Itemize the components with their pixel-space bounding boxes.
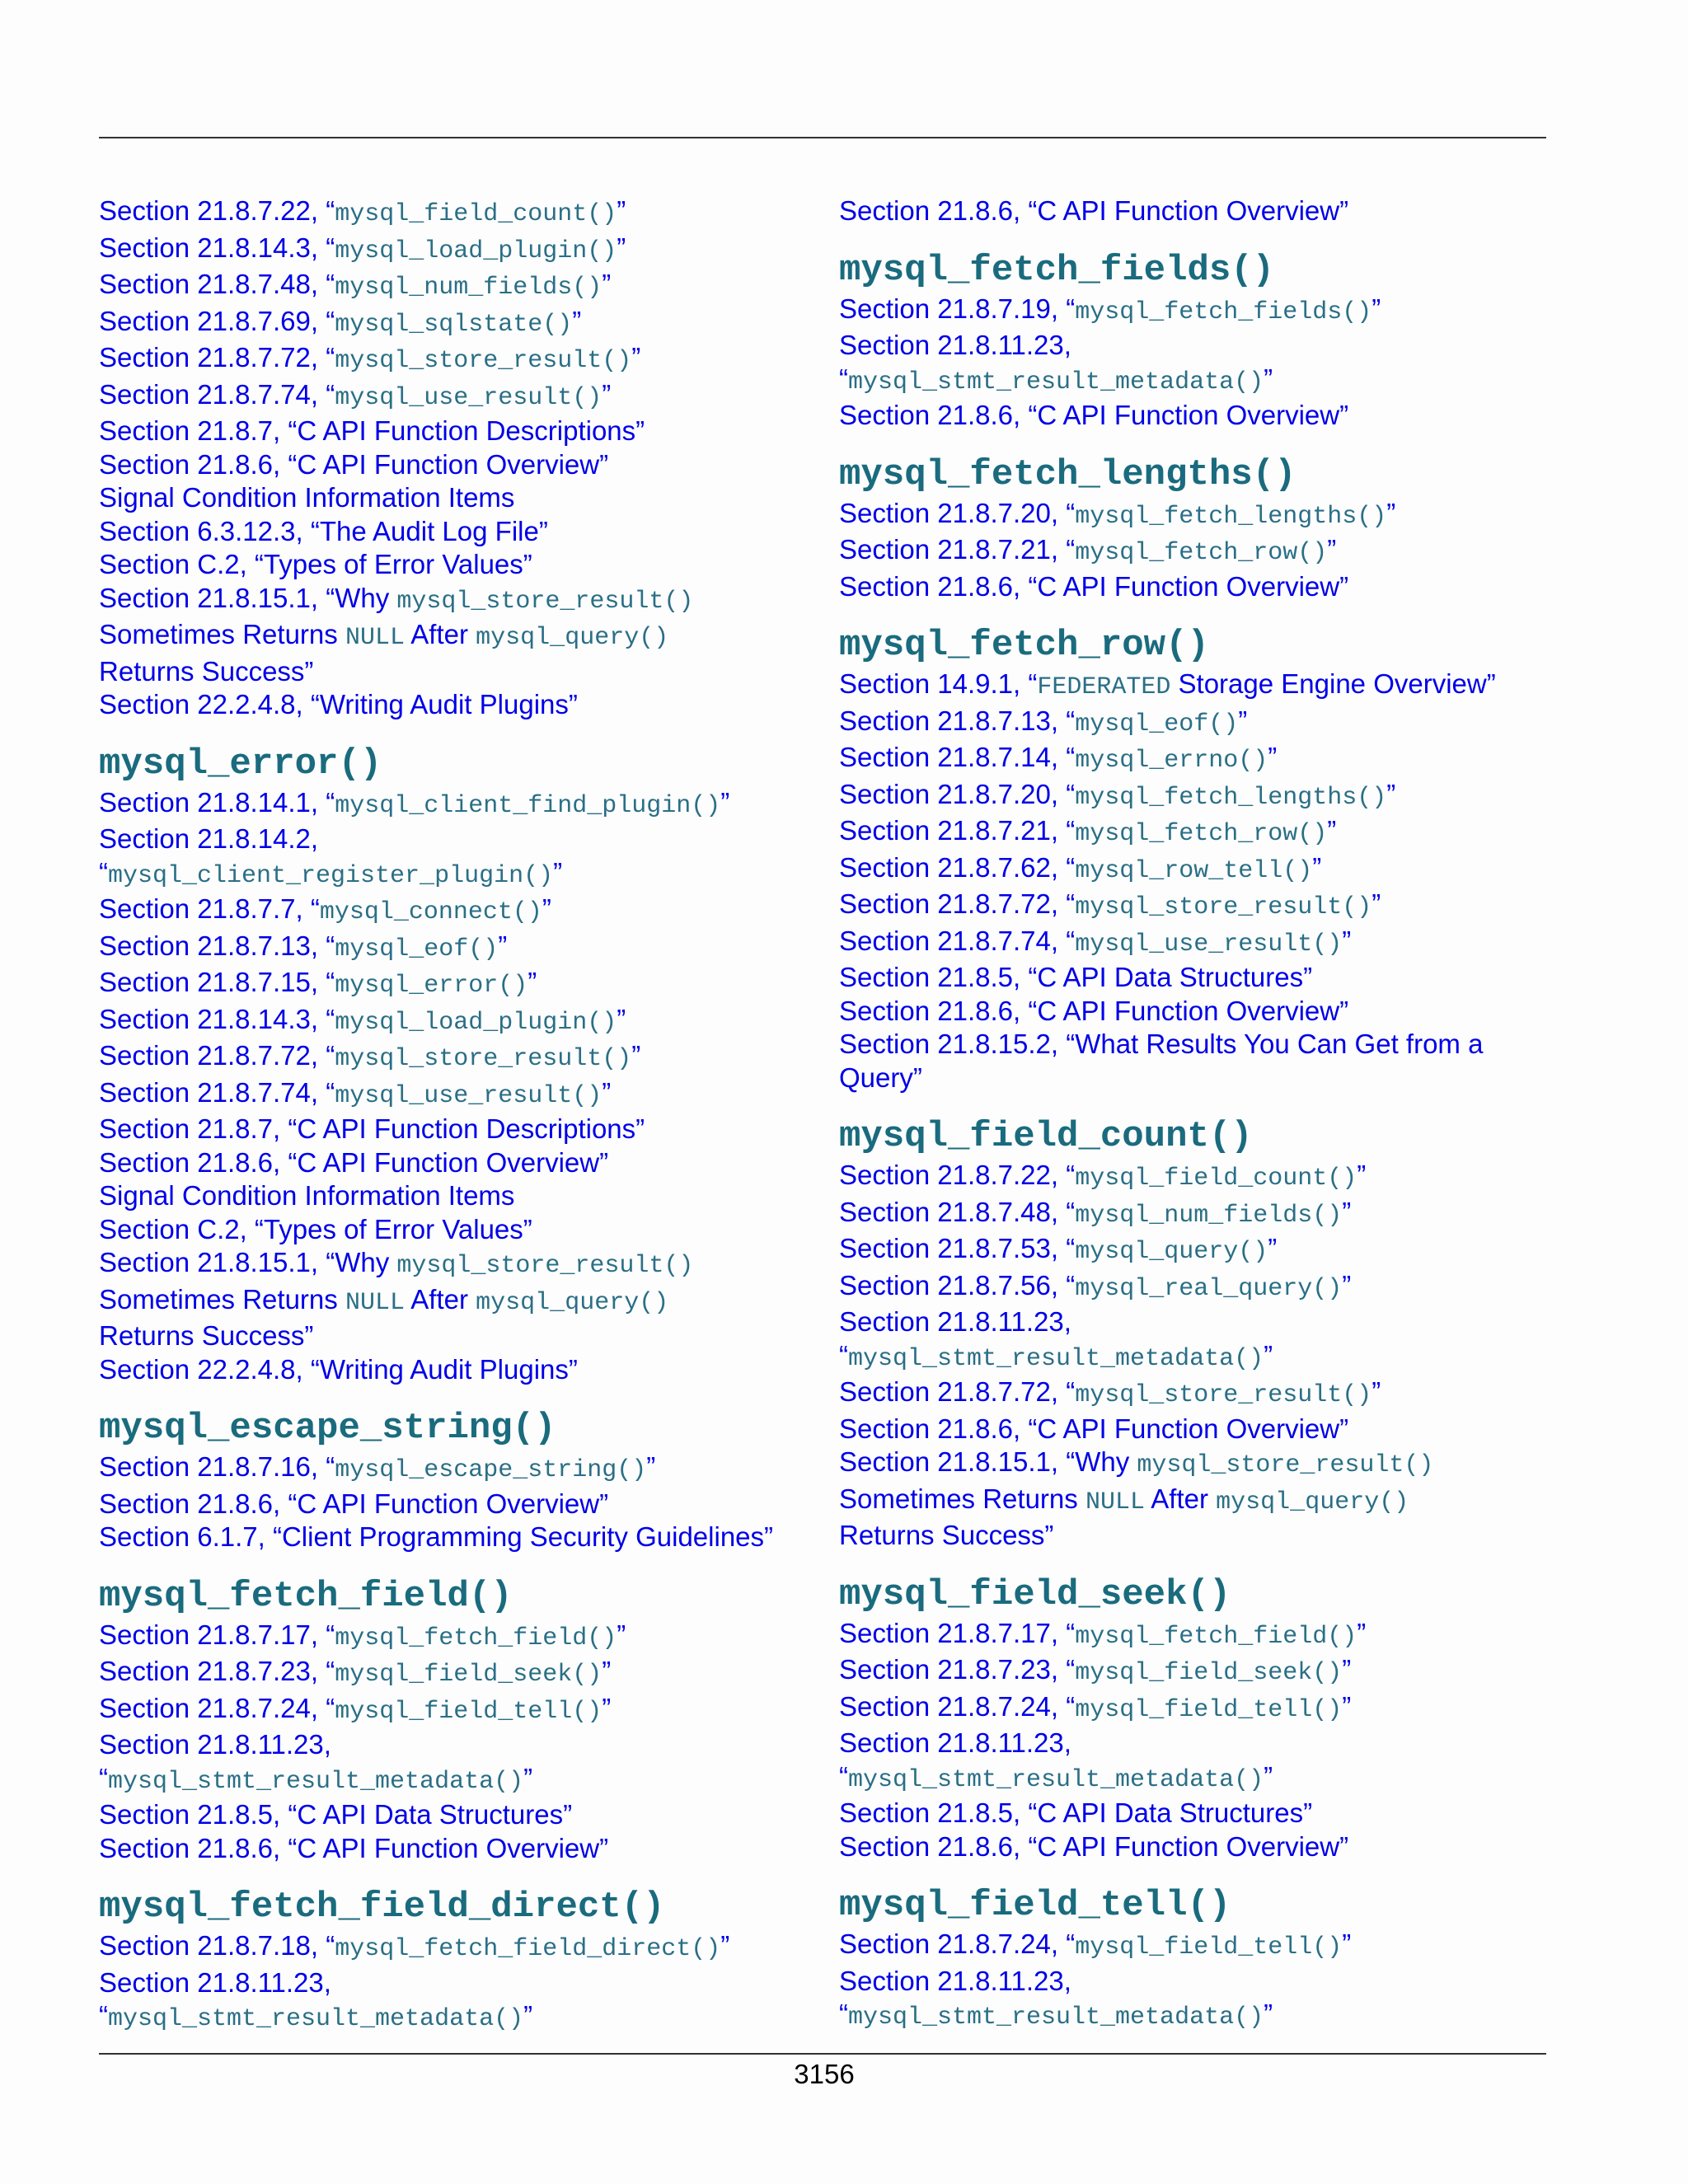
entry-text: After: [404, 619, 476, 649]
index-entry-link[interactable]: [839, 293, 1564, 330]
entry-text: Section 21.8.6, “C API Function Overview”: [99, 1488, 609, 1519]
entry-text: Section 21.8.7.13, “: [839, 705, 1076, 736]
code-term: mysql_client_register_plugin(): [108, 861, 554, 890]
code-term: mysql_row_tell(): [1075, 856, 1313, 885]
index-entry-link[interactable]: [839, 194, 1564, 228]
entry-text: ”: [602, 1656, 612, 1686]
code-term: mysql_eof(): [1075, 710, 1239, 738]
entry-text: ”: [1372, 293, 1381, 324]
code-term: mysql_stmt_result_metadata(): [108, 2005, 524, 2033]
entry-text: ”: [1342, 1269, 1352, 1301]
index-entry-link[interactable]: [839, 329, 1564, 363]
entry-text: ”: [1264, 1760, 1273, 1792]
index-entry-link[interactable]: [99, 1451, 824, 1488]
index-entry-link[interactable]: [839, 570, 1564, 604]
index-entry-link[interactable]: [99, 341, 824, 378]
entry-text: ”: [572, 305, 582, 336]
entry-text: “: [99, 856, 108, 888]
index-entry-link[interactable]: [99, 1283, 824, 1320]
entry-text: Section 21.8.7.14, “: [839, 742, 1076, 772]
index-heading: mysql_fetch_fields(): [839, 249, 1275, 291]
entry-text: Section 21.8.15.1, “Why: [99, 1247, 397, 1277]
index-entry-link[interactable]: [99, 1999, 824, 2036]
code-term: mysql_field_tell(): [1075, 1933, 1343, 1961]
index-entry-link[interactable]: [839, 1965, 1564, 1999]
index-entry-link[interactable]: [839, 1998, 1564, 2035]
index-entry-link[interactable]: [839, 1483, 1564, 1520]
entry-text: Section 21.8.14.2,: [99, 823, 319, 854]
entry-text: Section 21.8.7.72, “: [839, 1376, 1076, 1407]
entry-text: ”: [1342, 1690, 1352, 1722]
entry-text: ”: [1327, 534, 1337, 565]
entry-text: Section 21.8.7.48, “: [99, 269, 335, 299]
code-term: mysql_field_count(): [1075, 1165, 1357, 1193]
index-entry-link[interactable]: [839, 778, 1564, 815]
entry-text: ”: [1238, 705, 1248, 736]
entry-text: Storage Engine Overview”: [1170, 668, 1496, 699]
entry-text: Section 22.2.4.8, “Writing Audit Plugins”: [99, 689, 578, 719]
code-term: mysql_field_count(): [335, 200, 617, 228]
entry-text: Section 21.8.6, “C API Function Overview”: [839, 570, 1349, 602]
index-entry-link[interactable]: [99, 1966, 824, 2000]
code-term: mysql_field_tell(): [1075, 1695, 1343, 1724]
entry-text: “: [839, 1999, 848, 2029]
entry-text: Returns Success”: [99, 655, 314, 687]
entry-text: ”: [617, 1619, 626, 1650]
entry-text: Section 21.8.7.72, “: [99, 342, 335, 373]
entry-text: Section 21.8.6, “C API Function Overview”: [99, 1832, 609, 1863]
entry-text: Section 21.8.7.17, “: [99, 1619, 335, 1650]
index-entry-link[interactable]: [839, 1519, 1564, 1553]
code-term: mysql_load_plugin(): [335, 1008, 617, 1037]
code-term: mysql_error(): [335, 972, 528, 1000]
entry-text: Signal Condition Information Items: [99, 482, 515, 513]
entry-text: Section 21.8.14.3, “: [99, 232, 335, 263]
code-term: mysql_query(): [1075, 1238, 1268, 1266]
index-entry-link[interactable]: [99, 1728, 824, 1762]
entry-text: After: [404, 1283, 476, 1315]
index-entry-link[interactable]: [839, 1339, 1564, 1376]
entry-text: ”: [523, 2000, 533, 2031]
code-term: mysql_field_seek(): [1075, 1659, 1343, 1687]
entry-text: ”: [1357, 1617, 1367, 1648]
entry-text: Section 21.8.7.69, “: [99, 305, 335, 336]
entry-text: Section 21.8.6, “C API Function Overview”: [839, 400, 1349, 430]
index-entry-link[interactable]: [99, 1039, 824, 1076]
code-term: NULL: [1085, 1488, 1145, 1516]
index-entry-link[interactable]: [99, 515, 824, 549]
index-entry-link[interactable]: [839, 1159, 1564, 1196]
index-entry-link[interactable]: [99, 786, 824, 823]
entry-text: ”: [1264, 363, 1273, 394]
footer-rule: [99, 2053, 1546, 2055]
index-entry-link[interactable]: [839, 1727, 1564, 1760]
entry-text: Section 21.8.14.3, “: [99, 1003, 335, 1034]
entry-text: ”: [1264, 1339, 1273, 1371]
entry-text: Section 21.8.7.72, “: [99, 1040, 335, 1071]
code-term: mysql_store_result(): [335, 347, 632, 375]
entry-text: Section 21.8.7.24, “: [839, 1690, 1076, 1722]
entry-text: Section 21.8.5, “C API Data Structures”: [99, 1799, 573, 1830]
entry-text: Section 21.8.7.22, “: [99, 195, 335, 226]
entry-text: Section 21.8.6, “C API Function Overview”: [839, 195, 1349, 226]
code-term: mysql_fetch_lengths(): [1075, 783, 1387, 812]
code-term: mysql_errno(): [1075, 747, 1268, 775]
index-entry-link[interactable]: [99, 618, 824, 655]
entry-text: Section 21.8.11.23,: [839, 1306, 1071, 1337]
index-entry-link[interactable]: [99, 1832, 824, 1866]
index-entry-link[interactable]: [99, 481, 824, 515]
index-entry-link[interactable]: [99, 856, 824, 893]
entry-text: Section 6.1.7, “Client Programming Security Guidelines”: [99, 1521, 774, 1552]
code-term: mysql_num_fields(): [1075, 1201, 1343, 1230]
index-entry-link[interactable]: [839, 1617, 1564, 1654]
code-term: NULL: [345, 1288, 405, 1317]
entry-text: Section 21.8.11.23,: [839, 1727, 1071, 1758]
index-entry-link[interactable]: [99, 268, 824, 305]
index-entry-link[interactable]: [99, 415, 824, 448]
entry-text: Section 21.8.15.1, “Why: [839, 1446, 1137, 1477]
entry-text: Section 21.8.7.24, “: [839, 1929, 1076, 1959]
entry-text: ”: [498, 930, 508, 961]
index-heading: mysql_field_count(): [839, 1116, 1253, 1157]
entry-text: ”: [1264, 1999, 1273, 2029]
entry-text: ”: [1342, 1929, 1352, 1959]
entry-text: Section 21.8.7.20, “: [839, 778, 1076, 809]
code-term: mysql_fetch_lengths(): [1075, 502, 1387, 531]
entry-text: Section 21.8.7.16, “: [99, 1451, 335, 1482]
page-number: 3156: [794, 2059, 855, 2089]
index-entry-link[interactable]: [99, 893, 824, 930]
index-entry-link[interactable]: [99, 194, 824, 232]
entry-text: ”: [1342, 1196, 1352, 1227]
entry-text: Section 21.8.7, “C API Function Descriptions”: [99, 1113, 645, 1144]
entry-text: Returns Success”: [839, 1520, 1054, 1550]
index-entry-link[interactable]: [99, 655, 824, 689]
index-entry-link[interactable]: [99, 582, 824, 619]
entry-text: Section 21.8.7.74, “: [99, 378, 335, 410]
index-entry-link[interactable]: [839, 668, 1564, 705]
code-term: mysql_store_result(): [396, 1252, 694, 1280]
index-entry-link[interactable]: [99, 688, 824, 722]
index-entry-link[interactable]: [839, 1760, 1564, 1797]
index-entry-link[interactable]: [839, 851, 1564, 888]
index-entry-link[interactable]: [99, 1353, 824, 1387]
code-term: mysql_use_result(): [335, 1081, 603, 1110]
entry-text: Section 21.8.7.21, “: [839, 815, 1076, 846]
index-entry-link[interactable]: [99, 1179, 824, 1213]
entry-text: ”: [1372, 888, 1381, 919]
entry-text: Section 21.8.11.23,: [839, 1965, 1071, 1996]
index-entry-link[interactable]: [99, 1619, 824, 1656]
index-heading: mysql_field_seek(): [839, 1573, 1231, 1615]
entry-text: Section 21.8.11.23,: [839, 330, 1071, 360]
entry-text: Section 22.2.4.8, “Writing Audit Plugins”: [99, 1353, 578, 1385]
code-term: mysql_stmt_result_metadata(): [848, 1344, 1264, 1373]
index-entry-link[interactable]: [839, 705, 1564, 742]
entry-text: Section C.2, “Types of Error Values”: [99, 1213, 532, 1244]
index-heading: mysql_escape_string(): [99, 1408, 556, 1449]
entry-text: Section 21.8.6, “C API Function Overview”: [99, 1146, 609, 1178]
index-column-right: [839, 194, 1564, 2035]
index-entry-link[interactable]: [99, 1692, 824, 1729]
entry-text: Section 21.8.15.1, “Why: [99, 582, 397, 613]
entry-text: Section 21.8.7.17, “: [839, 1617, 1076, 1648]
code-term: mysql_use_result(): [1075, 930, 1343, 958]
entry-text: Section 21.8.15.2, “What Results You Can Get from a: [839, 1029, 1484, 1059]
index-entry-link[interactable]: [839, 1305, 1564, 1339]
code-term: mysql_store_result(): [1075, 1381, 1372, 1409]
entry-text: “: [839, 1760, 848, 1792]
code-term: mysql_eof(): [335, 935, 499, 963]
index-entry-link[interactable]: [839, 1062, 1564, 1095]
entry-text: Sometimes Returns: [99, 619, 345, 649]
index-entry-link[interactable]: [99, 378, 824, 415]
index-entry-link[interactable]: [839, 995, 1564, 1029]
entry-text: Section 21.8.7, “C API Function Descriptions”: [99, 415, 645, 446]
code-term: mysql_query(): [476, 1288, 669, 1317]
entry-text: ”: [617, 232, 626, 263]
entry-text: ”: [1268, 1233, 1278, 1263]
code-term: mysql_query(): [476, 624, 669, 652]
index-entry-link[interactable]: [99, 930, 824, 967]
entry-text: ”: [523, 1762, 533, 1793]
entry-text: Section 21.8.7.24, “: [99, 1692, 335, 1723]
entry-text: ”: [617, 195, 626, 226]
entry-text: ”: [553, 856, 563, 888]
index-entry-link[interactable]: [99, 966, 824, 1003]
entry-text: Section 21.8.11.23,: [99, 1966, 331, 1998]
entry-text: Section 21.8.7.72, “: [839, 888, 1076, 919]
index-entry-link[interactable]: [99, 1113, 824, 1146]
entry-text: Signal Condition Information Items: [99, 1180, 515, 1211]
code-term: FEDERATED: [1037, 673, 1171, 701]
entry-text: Section 21.8.5, “C API Data Structures”: [839, 1797, 1313, 1828]
entry-text: Section 21.8.7.22, “: [839, 1160, 1076, 1190]
entry-text: ”: [528, 967, 537, 997]
index-entry-link[interactable]: [839, 1232, 1564, 1269]
entry-text: ”: [1342, 925, 1352, 956]
entry-text: ”: [602, 1076, 612, 1108]
code-term: mysql_connect(): [319, 898, 542, 926]
index-heading: mysql_error(): [99, 743, 382, 785]
index-entry-link[interactable]: [839, 925, 1564, 962]
entry-text: ”: [720, 786, 730, 818]
index-entry-link[interactable]: [99, 823, 824, 856]
code-term: mysql_sqlstate(): [335, 310, 573, 339]
index-entry-link[interactable]: [839, 1830, 1564, 1864]
entry-text: “: [99, 1762, 108, 1793]
entry-text: ”: [602, 269, 612, 299]
code-term: mysql_store_result(): [1137, 1451, 1434, 1479]
index-entry-link[interactable]: [839, 363, 1564, 400]
entry-text: Section 21.8.7.20, “: [839, 497, 1076, 528]
entry-text: Section 21.8.6, “C API Function Overview”: [839, 1413, 1349, 1444]
entry-text: ”: [646, 1451, 656, 1482]
entry-text: Sometimes Returns: [99, 1283, 345, 1315]
entry-text: ”: [542, 893, 551, 924]
index-entry-link[interactable]: [839, 1928, 1564, 1965]
entry-text: “: [99, 2000, 108, 2031]
entry-text: ”: [1372, 1376, 1381, 1407]
code-term: mysql_field_seek(): [335, 1661, 603, 1689]
index-entry-link[interactable]: [839, 1446, 1564, 1483]
index-entry-link[interactable]: [839, 741, 1564, 778]
entry-text: Sometimes Returns: [839, 1483, 1085, 1514]
entry-text: Section 21.8.11.23,: [99, 1729, 331, 1760]
entry-text: Section 21.8.6, “C API Function Overview”: [99, 448, 609, 480]
code-term: mysql_fetch_field(): [1075, 1622, 1357, 1651]
entry-text: Section 21.8.7.56, “: [839, 1269, 1076, 1301]
entry-text: “: [839, 363, 848, 394]
code-term: mysql_client_find_plugin(): [335, 791, 721, 820]
index-heading: mysql_fetch_field_direct(): [99, 1886, 665, 1928]
entry-text: ”: [1268, 742, 1278, 772]
entry-text: Section 21.8.7.62, “: [839, 851, 1076, 883]
code-term: mysql_fetch_field(): [335, 1624, 617, 1652]
entry-text: Section 21.8.7.18, “: [99, 1930, 335, 1961]
code-term: mysql_store_result(): [396, 587, 694, 616]
code-term: mysql_field_tell(): [335, 1697, 603, 1726]
code-term: mysql_store_result(): [1075, 893, 1372, 921]
entry-text: Section 21.8.7.13, “: [99, 930, 335, 961]
entry-text: After: [1144, 1483, 1217, 1514]
index-entry-link[interactable]: [839, 1413, 1564, 1446]
index-entry-link[interactable]: [99, 1319, 824, 1353]
index-entry-link[interactable]: [839, 1028, 1564, 1062]
index-entry-link[interactable]: [839, 888, 1564, 925]
entry-text: Section 14.9.1, “: [839, 668, 1038, 699]
index-entry-link[interactable]: [839, 1376, 1564, 1413]
index-entry-link[interactable]: [839, 1653, 1564, 1690]
code-term: mysql_fetch_row(): [1075, 539, 1328, 567]
entry-text: Section 21.8.7.21, “: [839, 534, 1076, 565]
entry-text: ”: [1327, 815, 1337, 846]
code-term: mysql_escape_string(): [335, 1456, 647, 1484]
index-entry-link[interactable]: [839, 1797, 1564, 1830]
entry-text: ”: [720, 1930, 730, 1961]
entry-text: Section 21.8.5, “C API Data Structures”: [839, 962, 1313, 992]
code-term: NULL: [345, 624, 405, 652]
index-entry-link[interactable]: [839, 1196, 1564, 1233]
index-entry-link[interactable]: [99, 1003, 824, 1040]
index-entry-link[interactable]: [99, 1655, 824, 1692]
index-entry-link[interactable]: [99, 1762, 824, 1799]
index-entry-link[interactable]: [99, 548, 824, 582]
index-entry-link[interactable]: [99, 1146, 824, 1180]
code-term: mysql_stmt_result_metadata(): [848, 2004, 1264, 2032]
index-entry-link[interactable]: [839, 497, 1564, 534]
index-entry-link[interactable]: [839, 1269, 1564, 1306]
entry-text: Section 21.8.7.23, “: [99, 1656, 335, 1686]
entry-text: ”: [617, 1003, 626, 1034]
entry-text: Query”: [839, 1062, 922, 1093]
index-column-left: [99, 194, 824, 2036]
index-entry-link[interactable]: [839, 399, 1564, 433]
index-entry-link[interactable]: [99, 1929, 824, 1966]
code-term: mysql_real_query(): [1075, 1274, 1343, 1303]
entry-text: Section 21.8.6, “C API Function Overview”: [839, 995, 1349, 1026]
index-entry-link[interactable]: [99, 305, 824, 342]
entry-text: Section 21.8.7.53, “: [839, 1233, 1076, 1263]
entry-text: Section 21.8.7.7, “: [99, 893, 320, 924]
index-entry-link[interactable]: [99, 1076, 824, 1113]
code-term: mysql_fetch_field_direct(): [335, 1935, 721, 1963]
index-entry-link[interactable]: [99, 1488, 824, 1521]
entry-text: ”: [602, 1692, 612, 1723]
entry-text: Section 21.8.7.74, “: [839, 925, 1076, 956]
code-term: mysql_use_result(): [335, 383, 603, 412]
entry-text: Section 21.8.7.23, “: [839, 1654, 1076, 1685]
entry-text: ”: [1386, 778, 1396, 809]
code-term: mysql_stmt_result_metadata(): [848, 368, 1264, 396]
entry-text: Section 21.8.7.74, “: [99, 1076, 335, 1108]
entry-text: ”: [631, 1040, 641, 1071]
index-entry-link[interactable]: [99, 232, 824, 269]
entry-text: Section 21.8.6, “C API Function Overview”: [839, 1830, 1349, 1862]
code-term: mysql_query(): [1216, 1488, 1409, 1516]
entry-text: Section C.2, “Types of Error Values”: [99, 549, 532, 579]
entry-text: ”: [1386, 497, 1396, 528]
index-entry-link[interactable]: [839, 961, 1564, 995]
entry-text: Section 21.8.14.1, “: [99, 786, 335, 818]
index-entry-link[interactable]: [99, 448, 824, 482]
index-entry-link[interactable]: [99, 1521, 824, 1554]
entry-text: ”: [1342, 1654, 1352, 1685]
code-term: mysql_stmt_result_metadata(): [108, 1767, 524, 1796]
code-term: mysql_num_fields(): [335, 274, 603, 302]
index-entry-link[interactable]: [99, 1798, 824, 1832]
index-entry-link[interactable]: [99, 1213, 824, 1247]
entry-text: Section 21.8.7.19, “: [839, 293, 1076, 324]
code-term: mysql_fetch_fields(): [1075, 298, 1372, 326]
index-heading: mysql_fetch_lengths(): [839, 453, 1296, 495]
entry-text: ”: [1312, 851, 1322, 883]
index-heading: mysql_fetch_field(): [99, 1575, 513, 1617]
index-entry-link[interactable]: [839, 533, 1564, 570]
code-term: mysql_stmt_result_metadata(): [848, 1765, 1264, 1794]
index-entry-link[interactable]: [839, 814, 1564, 851]
code-term: mysql_load_plugin(): [335, 237, 617, 265]
code-term: mysql_fetch_row(): [1075, 820, 1328, 848]
index-heading: mysql_field_tell(): [839, 1885, 1231, 1926]
entry-text: ”: [602, 378, 612, 410]
entry-text: ”: [631, 342, 641, 373]
entry-text: ”: [1357, 1160, 1367, 1190]
index-entry-link[interactable]: [99, 1246, 824, 1283]
entry-text: Section 21.8.7.15, “: [99, 967, 335, 997]
entry-text: Section 6.3.12.3, “The Audit Log File”: [99, 515, 548, 546]
entry-text: Section 21.8.7.48, “: [839, 1196, 1076, 1227]
code-term: mysql_store_result(): [335, 1045, 632, 1073]
header-rule: [99, 137, 1546, 138]
entry-text: “: [839, 1339, 848, 1371]
entry-text: Returns Success”: [99, 1320, 314, 1351]
index-entry-link[interactable]: [839, 1690, 1564, 1727]
index-heading: mysql_fetch_row(): [839, 625, 1209, 666]
